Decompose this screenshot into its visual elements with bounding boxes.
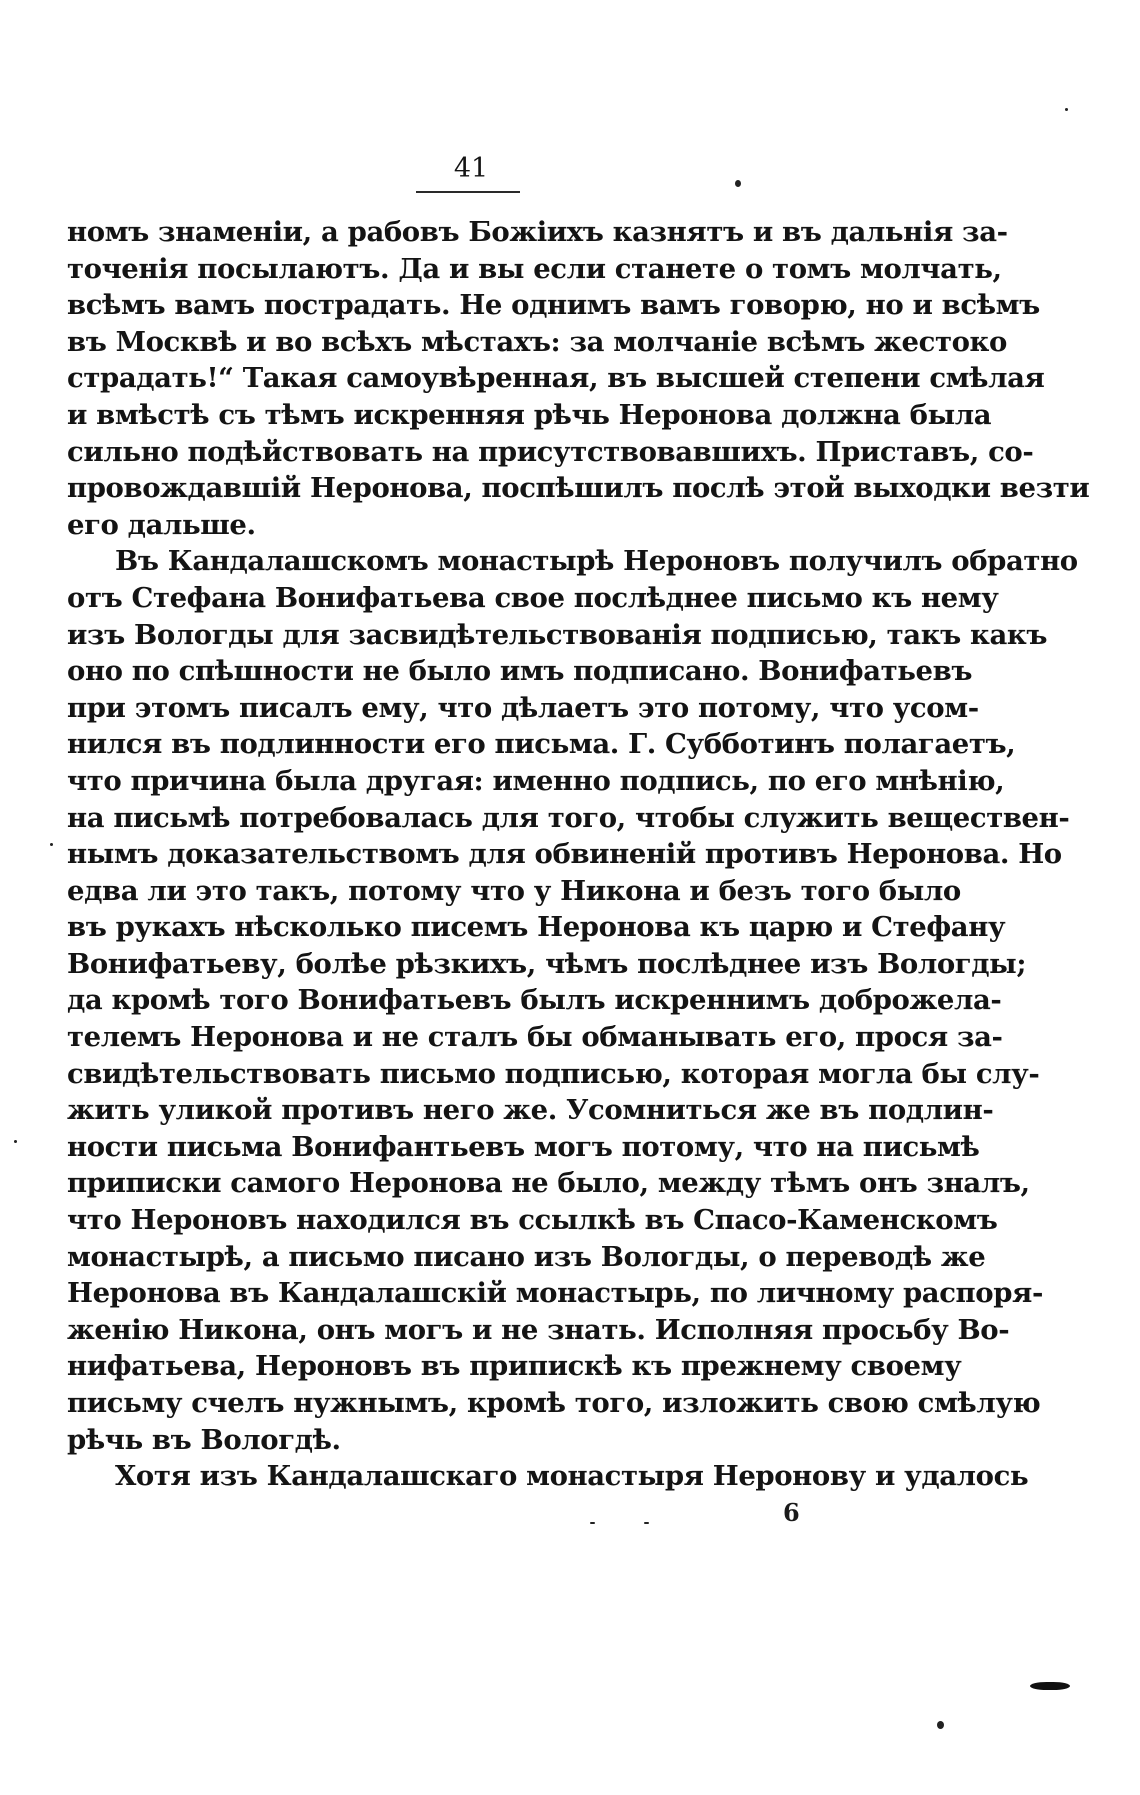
text-line: что причина была другая: именно подпись, по его мнѣнію, [67, 764, 1005, 797]
scan-speck [1065, 108, 1068, 111]
text-line: на письмѣ потребовалась для того, чтобы служить веществен- [67, 801, 1070, 834]
scan-smudge [1030, 1682, 1070, 1690]
text-line: изъ Вологды для засвидѣтельствованія подписью, такъ какъ [67, 618, 1048, 651]
text-line: Хотя изъ Кандалашскаго монастыря Неронову и удалось [115, 1460, 1029, 1493]
scan-speck [735, 180, 741, 187]
scan-speck [50, 843, 53, 846]
text-line: телемъ Неронова и не сталъ бы обманывать его, прося за- [67, 1021, 1003, 1054]
text-line: точенія посылаютъ. Да и вы если станете о томъ молчать, [67, 252, 1002, 285]
body-text [67, 214, 1090, 1495]
text-line: письму счелъ нужнымъ, кромѣ того, изложить свою смѣлую [67, 1387, 1041, 1419]
text-line: отъ Стефана Вонифатьева свое послѣднее письмо къ нему [67, 581, 999, 614]
text-line: Неронова въ Кандалашскій монастырь, по личному распоря- [67, 1277, 1043, 1310]
scan-speck [590, 1522, 595, 1524]
text-line: Вонифатьеву, болѣе рѣзкихъ, чѣмъ послѣднее изъ Вологды; [67, 947, 1027, 980]
scan-speck [644, 1522, 649, 1524]
text-line: Въ Кандалашскомъ монастырѣ Нероновъ получилъ обратно [115, 545, 1078, 578]
text-line: его дальше. [67, 508, 256, 541]
text-line: нифатьева, Нероновъ въ припискѣ къ прежнему своему [67, 1350, 962, 1383]
text-line: при этомъ писалъ ему, что дѣлаетъ это потому, что усом- [67, 691, 979, 724]
text-line: монастырѣ, а письмо писано изъ Вологды, о переводѣ же [67, 1240, 986, 1273]
text-line: да кромѣ того Вонифатьевъ былъ искреннимъ доброжела- [67, 984, 1002, 1017]
text-line: оно по спѣшности не было имъ подписано. Вонифатьевъ [67, 655, 973, 688]
signature-mark: 6 [783, 1498, 800, 1527]
text-line: рѣчь въ Вологдѣ. [67, 1423, 341, 1456]
text-line: всѣмъ вамъ пострадать. Не однимъ вамъ говорю, но и всѣмъ [67, 289, 1040, 322]
page-number: 41 [453, 153, 489, 184]
text-line: приписки самого Неронова не было, между тѣмъ онъ зналъ, [67, 1167, 1030, 1200]
text-line: провождавшій Неронова, поспѣшилъ послѣ этой выходки везти [67, 472, 1090, 505]
text-line: сильно подѣйствовать на присутствовавшихъ. Приставъ, со- [67, 435, 1034, 468]
text-line: номъ знаменіи, а рабовъ Божіихъ казнятъ и въ дальнія за- [67, 216, 1008, 248]
text-line: женію Никона, онъ могъ и не знать. Исполняя просьбу Во- [67, 1313, 1010, 1346]
page-number-rule [416, 191, 520, 193]
text-line: въ Москвѣ и во всѣхъ мѣстахъ: за молчаніе всѣмъ жестоко [67, 325, 1007, 358]
text-line: нымъ доказательствомъ для обвиненій противъ Неронова. Но [67, 838, 1062, 871]
text-line: что Нероновъ находился въ ссылкѣ въ Спасо-Каменскомъ [67, 1204, 998, 1237]
text-line: нился въ подлинности его письма. Г. Субботинъ полагаетъ, [67, 728, 1016, 761]
text-line: свидѣтельствовать письмо подписью, которая могла бы слу- [67, 1057, 1040, 1090]
text-line: и вмѣстѣ съ тѣмъ искренняя рѣчь Неронова должна была [67, 398, 992, 431]
text-line: ности письма Вонифантьевъ могъ потому, что на письмѣ [67, 1130, 980, 1163]
scan-speck [14, 1140, 17, 1143]
text-line: страдать!“ Такая самоувѣренная, въ высшей степени смѣлая [67, 362, 1045, 395]
scan-speck [937, 1721, 944, 1729]
text-line: жить уликой противъ него же. Усомниться же въ подлин- [67, 1094, 994, 1127]
text-line: въ рукахъ нѣсколько писемъ Неронова къ царю и Стефану [67, 911, 1006, 944]
text-line: едва ли это такъ, потому что у Никона и безъ того было [67, 874, 961, 907]
